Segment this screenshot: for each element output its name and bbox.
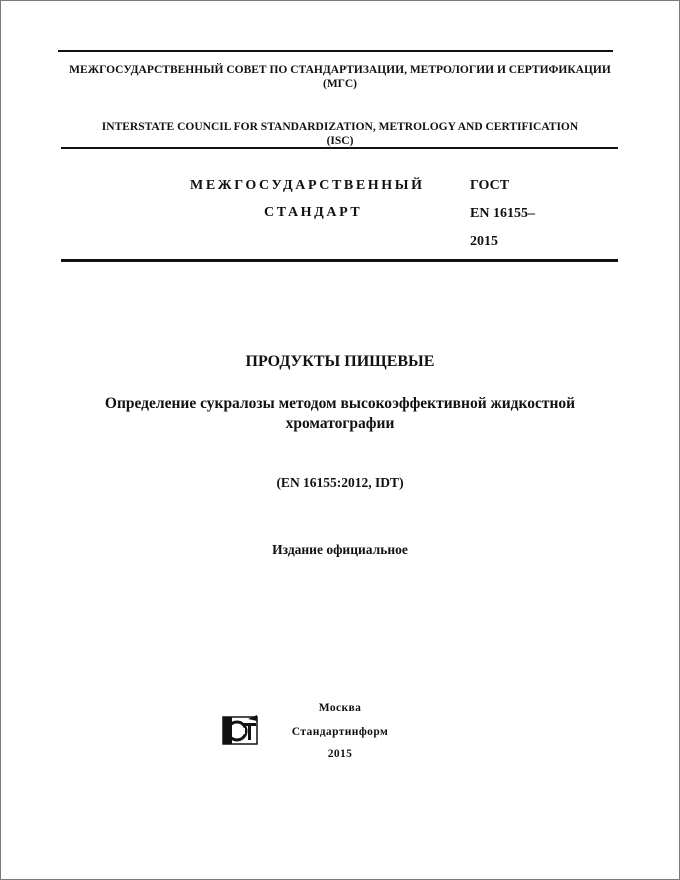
publisher-name: Стандартинформ (291, 726, 389, 738)
publication-year: 2015 (327, 748, 353, 760)
standard-rule (61, 259, 618, 262)
top-rule (58, 50, 613, 52)
council-ru-line1: МЕЖГОСУДАРСТВЕННЫЙ СОВЕТ ПО СТАНДАРТИЗАЦИИ, МЕТРОЛОГИИ И СЕРТИФИКАЦИИ (69, 64, 611, 76)
standard-label-line1: МЕЖГОСУДАРСТВЕННЫЙ (190, 178, 425, 193)
council-en-line1: INTERSTATE COUNCIL FOR STANDARDIZATION, METROLOGY AND CERTIFICATION (101, 121, 579, 133)
document-subtitle-line1: Определение сукралозы методом высокоэффективной жидкостной (104, 395, 576, 412)
standard-code-line3: 2015 (470, 234, 498, 249)
document-subtitle-line2: хроматографии (285, 415, 395, 432)
publisher-city: Москва (318, 702, 362, 714)
equivalence-note: (EN 16155:2012, IDT) (276, 475, 404, 490)
document-title: ПРОДУКТЫ ПИЩЕВЫЕ (245, 353, 435, 370)
standard-label-line2: СТАНДАРТ (264, 205, 363, 220)
edition-note: Издание официальное (272, 542, 408, 557)
council-en-line2: (ISC) (326, 135, 354, 147)
council-ru-line2: (МГС) (323, 78, 357, 90)
standard-code-line1: ГОСТ (470, 178, 510, 193)
standard-code-line2: EN 16155– (470, 206, 535, 221)
